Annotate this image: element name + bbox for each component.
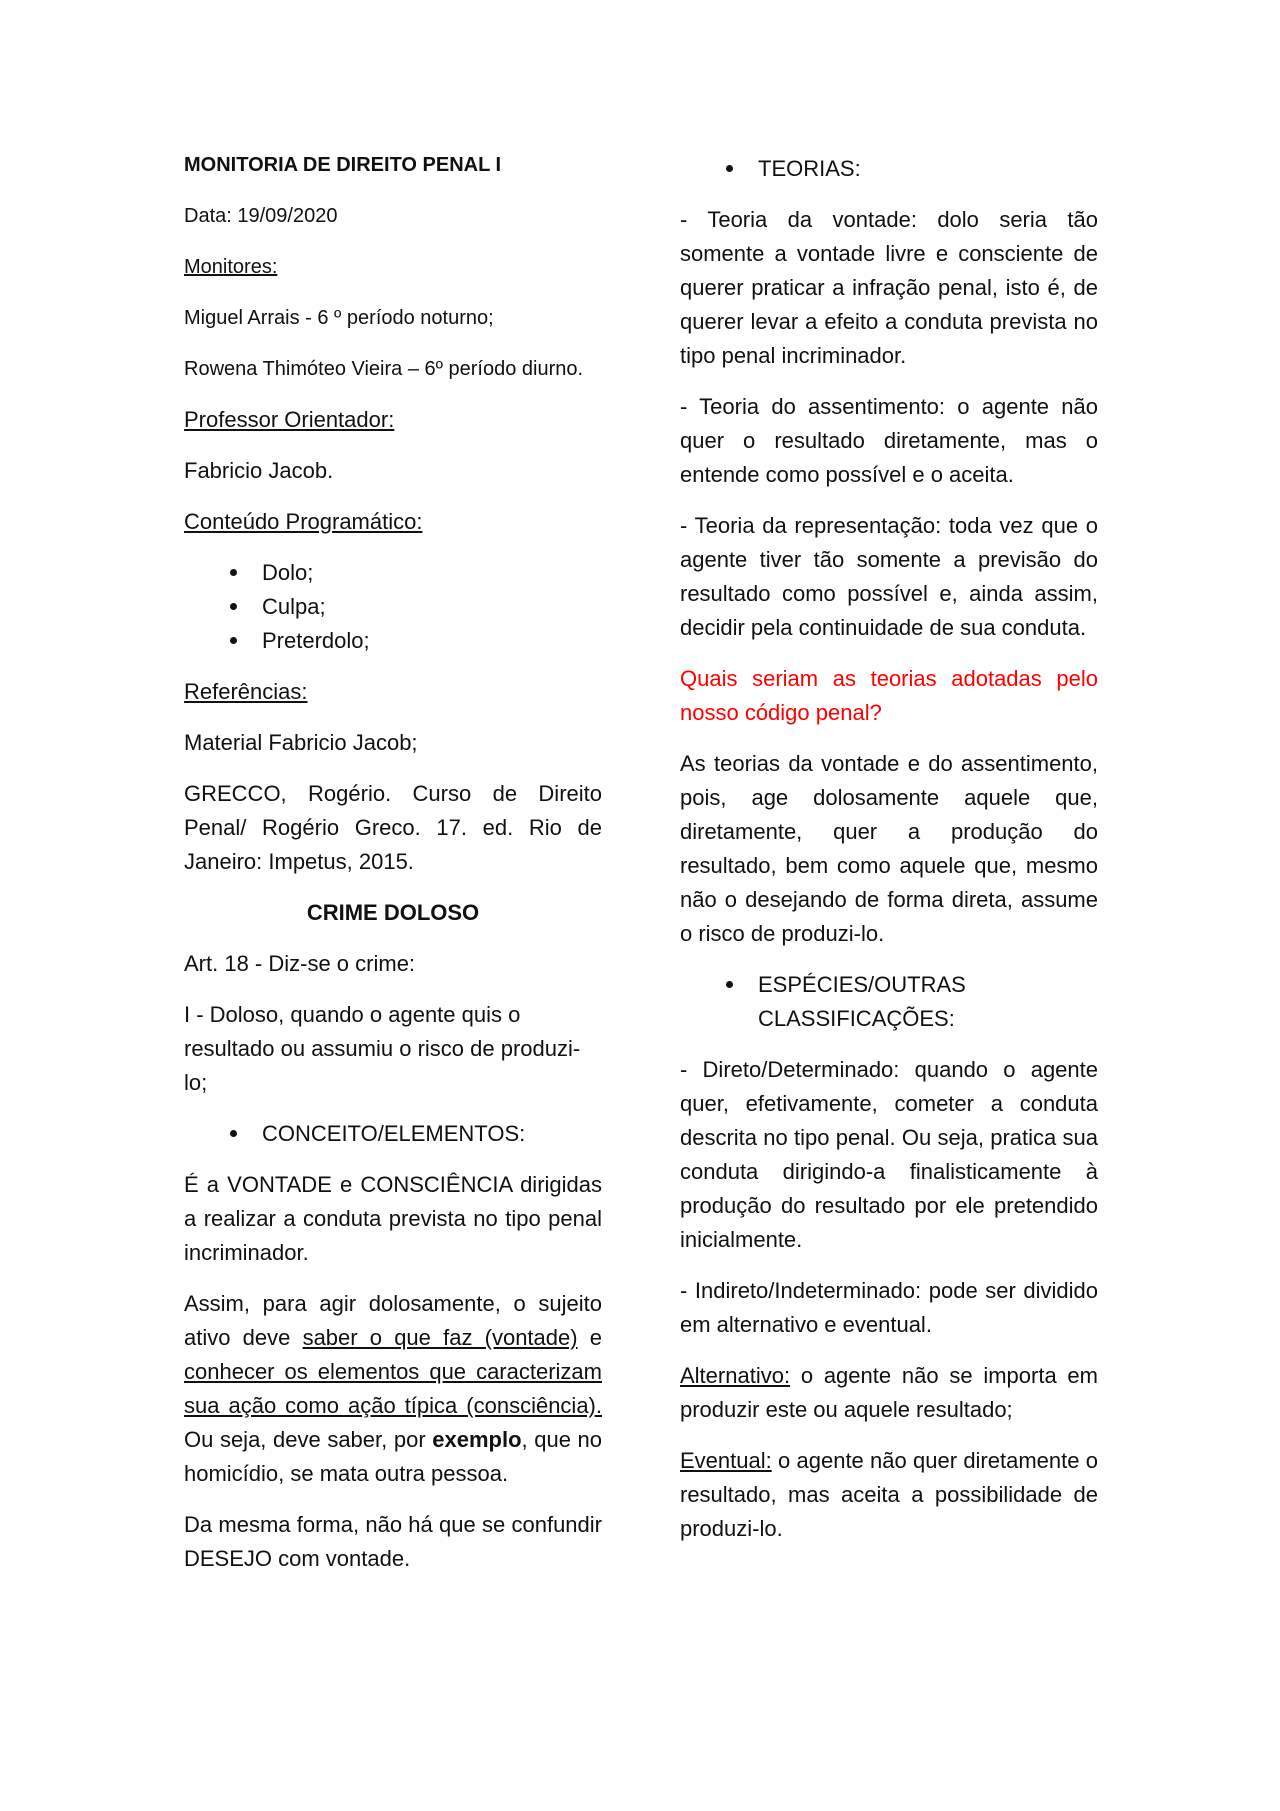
eventual-body: o agente não quer diretamente o resultado, mas aceita a possibilidade de produzi-lo. (680, 1448, 1098, 1541)
concept-text: É a VONTADE e CONSCIÊNCIA dirigidas a realizar a conduta prevista no tipo penal incriminador. (184, 1172, 602, 1265)
assim-underline-1: saber o que faz (vontade) (302, 1325, 578, 1350)
theories-list (680, 152, 1098, 186)
professor-label-text: Professor Orientador: (184, 407, 395, 432)
monitor-1: Miguel Arrais - 6 º período noturno; (184, 307, 494, 329)
eventual-label: Eventual: (680, 1448, 772, 1473)
species-list (680, 968, 1098, 1036)
concept-list (184, 1117, 602, 1151)
paragraph-assim (184, 1287, 602, 1491)
assim-post-2: , que no homicídio, se mata outra pessoa. (184, 1427, 602, 1486)
concept-bullet: CONCEITO/ELEMENTOS: (184, 1117, 602, 1151)
professor-name: Fabricio Jacob. (184, 458, 334, 483)
right-column (680, 152, 1098, 1563)
alternative-label: Alternativo: (680, 1363, 791, 1388)
assim-bold: exemplo (432, 1427, 522, 1452)
assim-underline-2: conhecer os elementos que caracterizam sua ação como ação típica (consciência). (184, 1359, 602, 1418)
references-label-text: Referências: (184, 679, 308, 704)
date-line: Data: 19/09/2020 (184, 205, 338, 227)
article-item-i: I - Doloso, quando o agente quis o resultado ou assumiu o risco de produzi-lo; (184, 1002, 581, 1095)
eventual-text (680, 1444, 1098, 1546)
direct-text: - Direto/Determinado: quando o agente quer, efetivamente, cometer a conduta descrita no tipo penal. Ou seja, pratica sua conduta dirigindo-a finalisticamente à produção do resultado por ele pretendido inicialmente. (680, 1057, 1098, 1252)
assim-pre: Assim, para agir dolosamente, o sujeito ativo deve (184, 1291, 602, 1350)
article-line: Art. 18 - Diz-se o crime: (184, 951, 416, 976)
indirect-text: - Indireto/Indeterminado: pode ser dividido em alternativo e eventual. (680, 1278, 1098, 1337)
alternative-text (680, 1359, 1098, 1427)
professor-label (184, 403, 602, 437)
theory-assentimento: - Teoria do assentimento: o agente não quer o resultado diretamente, mas o entende como possível e o aceita. (680, 394, 1098, 487)
content-item-preterdolo: Preterdolo; (184, 624, 602, 658)
references-label (184, 675, 602, 709)
monitors-label (184, 250, 602, 284)
document-title: MONITORIA DE DIREITO PENAL I (184, 154, 502, 176)
content-item-dolo: Dolo; (184, 556, 602, 590)
reference-2: GRECCO, Rogério. Curso de Direito Penal/ Rogério Greco. 17. ed. Rio de Janeiro: Impetus, 2015. (184, 781, 602, 874)
theory-representacao: - Teoria da representação: toda vez que o agente tiver tão somente a previsão do resultado como possível e, ainda assim, decidir pela continuidade de sua conduta. (680, 513, 1098, 640)
species-bullet: ESPÉCIES/OUTRAS CLASSIFICAÇÕES: (680, 968, 1098, 1036)
theories-bullet: TEORIAS: (680, 152, 1098, 186)
content-list (184, 556, 602, 658)
assim-mid: e (577, 1325, 602, 1350)
content-label-text: Conteúdo Programático: (184, 509, 423, 534)
section-heading: CRIME DOLOSO (306, 900, 480, 925)
monitors-label-text: Monitores: (184, 256, 278, 278)
answer-text: As teorias da vontade e do assentimento, pois, age dolosamente aquele que, diretamente, quer a produção do resultado, bem como aquele que, mesmo não o desejando de forma direta, assume o risco de produzi-lo. (680, 751, 1098, 946)
left-column (184, 148, 602, 1593)
paragraph-desejo: Da mesma forma, não há que se confundir DESEJO com vontade. (184, 1512, 602, 1571)
alternative-body: o agente não se importa em produzir este ou aquele resultado; (680, 1363, 1098, 1422)
monitor-2: Rowena Thimóteo Vieira – 6º período diurno. (184, 358, 584, 380)
assim-post-1: Ou seja, deve saber, por (184, 1427, 433, 1452)
question-text: Quais seriam as teorias adotadas pelo nosso código penal? (680, 666, 1098, 725)
reference-1: Material Fabricio Jacob; (184, 730, 418, 755)
content-label (184, 505, 602, 539)
content-item-culpa: Culpa; (184, 590, 602, 624)
theory-vontade: - Teoria da vontade: dolo seria tão somente a vontade livre e consciente de querer praticar a infração penal, isto é, de querer levar a efeito a conduta prevista no tipo penal incriminador. (680, 207, 1098, 368)
